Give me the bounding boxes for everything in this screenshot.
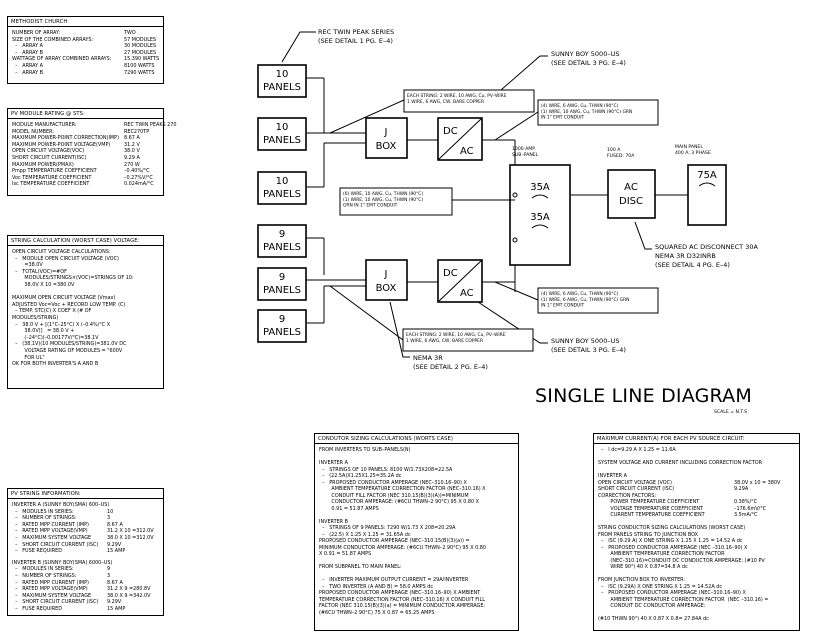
max-current-line: STRING CONDUCTOR SIZING CALCULATIONS (WORST CASE): [598, 525, 746, 531]
panel-label: PANELS: [263, 242, 301, 253]
pv-string-info-body: [8, 499, 163, 616]
conductor-line: AMBIENT TEMPERATURE CORRECTION FACTOR (NEC–310.16) X: [319, 486, 486, 492]
inverter-b-row: [12, 580, 159, 587]
conductor-line: TEMPERATURE CORRECTION FACTOR (NEC–310.16) X CONDUIT FILL: [319, 596, 485, 603]
inverter-b-value: 3: [107, 572, 111, 579]
module-rating-value: –0.27%V/°C: [124, 174, 153, 181]
string-calc-line: MODULES/STRINGS×(VOC)=STRINGS OF 10:: [12, 275, 134, 282]
wire-note-bottom: (1) WIRE, 6 AWG, Cu, THWN (90°C) GRN: [541, 297, 630, 303]
main-breaker-label: 75A: [697, 170, 717, 181]
module-rating-value: REC270TP: [124, 128, 150, 135]
conductor-line: INVERTER A: [319, 460, 348, 466]
string-calc-line: VOLTAGE RATING OF MODULES = "600V: [12, 347, 123, 354]
panel-label: PANELS: [263, 327, 301, 338]
panel-label: PANELS: [263, 189, 301, 200]
sunny-boy-bottom-callout: SUNNY BOY 5000–US: [551, 337, 620, 345]
max-current-value: 38.0V x 10 = 380V: [734, 479, 781, 486]
max-current-line: (#10 THWN 90°) 40 X 0.87 X 0.8= 27.84A dc: [598, 616, 709, 622]
fused-label: FUSED: 70A: [607, 154, 635, 159]
conductor-line: – (22.5) X 1.25 X 1.25 = 31.65A dc: [319, 531, 411, 538]
max-current-line: – PROPOSED CONDUCTOR AMPERAGE (NEC –310.16–90) X: [598, 544, 748, 551]
string-calc-line: – TEMP. STC(C) X COEF X (# OF: [12, 308, 92, 315]
inverter-b-value: 9: [107, 566, 111, 573]
max-current-header: MAXIMUM CURRENT(A) FOR EACH PV SOURCE CIRCUIT:: [594, 434, 799, 444]
conductor-line: FROM SUBPANEL TO MAIN PANEL:: [319, 564, 402, 570]
panel-count: 9: [278, 272, 286, 283]
diagram-draw-layer: [258, 28, 758, 371]
max-current-line: – PROPOSED CONDUCTOR AMPERAGE (NEC–310.16–90) X: [598, 590, 746, 596]
church-info-value: 57 MODULES: [124, 36, 157, 43]
max-current-line: FROM JUNCTION BOX TO INVERTER:: [598, 577, 686, 583]
string-calc-line: (–24°C)(–0.00177V/°C)=38.1V: [12, 334, 99, 341]
church-info-value: 7290 WATTS: [124, 69, 155, 76]
wire-note-mid: GRN IN 1" EMT CONDUIT: [343, 203, 398, 209]
church-info-value: 8100 WATTS: [124, 62, 155, 69]
inverter-b-value: 38.0 X 9 =342.0V: [107, 592, 151, 599]
inverter-a-row: [12, 535, 159, 542]
inverter-a-row: [12, 548, 159, 555]
inverter-a-row: [12, 522, 159, 529]
inverter-b-value: 31.2 X 9 =280.8V: [107, 586, 151, 593]
module-rating-value: 38.0 V: [124, 148, 140, 155]
inverter-b-label: – RATED MPP VOLTAGE(VMP): [12, 586, 88, 593]
inverter-b-rows: [12, 566, 159, 612]
module-rating-label: MAXIMUM POWER(PMAX): [12, 161, 74, 168]
conductor-line: – PROPOSED CONDUCTOR AMPERAGE (NEC–310.16–90) X: [319, 479, 467, 486]
max-current-line: AMBIENT TEMPERATURE CORRECTION FACTOR (NEC –310.16) =: [598, 596, 769, 603]
inverter-a-row: [12, 528, 159, 535]
max-current-line: SHORT CIRCUIT CURRENT (ISC): [598, 486, 675, 492]
module-rating-header: PV MODULE RATING @ STS:: [8, 109, 163, 119]
conductor-line: – INVERTER MAXIMUM OUTPUT CURRENT = 29A/INVERTER: [319, 577, 469, 583]
pv-string-info-header: PV STRING INFORMATION:: [8, 489, 163, 499]
inverter-a-value: 15 AMP: [107, 548, 126, 555]
church-info-label: – ARRAY A: [12, 43, 44, 50]
junction-box-label: BOX: [375, 141, 397, 152]
rec-series-callout: REC TWIN PEAK SERIES: [318, 28, 395, 36]
callout-leader: [635, 222, 652, 249]
string-calc-line: =38.0V: [12, 262, 43, 269]
panel-count: 9: [278, 229, 286, 240]
inverter-b-label: – MAXIMUM SYSTEM VOLTAGE: [12, 592, 92, 599]
inverter-b-label: – FUSE REQUIRED: [12, 605, 62, 612]
max-current-line: WIRE 90°) 40 X 0.87=34.8 A dc: [598, 564, 688, 570]
main-panel-label: 400 A, 3 PHASE: [675, 151, 711, 156]
church-info-value: 15,390 WATTS: [124, 56, 160, 63]
inverter-a-label: – RATED MPP CURRENT (IMP): [12, 521, 89, 528]
junction-dot: [513, 238, 517, 242]
inverter-b-row: [12, 573, 159, 580]
module-rating-label: Pmpp TEMPERATURE COEFFICIENT: [12, 168, 97, 175]
inverter-b-title: INVERTER B (SUNNY BOY(SMA) 6000–US): [12, 559, 113, 566]
conductor-line: (#6CU THWN–2 90°C) 75 X 0.87 = 65.25 AMPS: [319, 609, 435, 616]
string-calc-header: STRING CALCULATION (WORST CASE) VOLTAGE:: [8, 236, 163, 246]
string-calc-line: MAXIMUM OPEN CIRCUIT VOLTAGE (Vmax): [12, 295, 116, 302]
max-current-line: CONDUIT DC CONDUCTOR AMPERAGE:: [598, 603, 706, 609]
panel-label: PANELS: [263, 135, 301, 146]
string-calc-line: MODULES/STRING): [12, 314, 59, 321]
max-current-line: – ISC (9.29A) X ONE STRING X 1.25 = 14.52A dc: [598, 583, 723, 590]
inverter-a-value: 3: [107, 515, 111, 522]
conductor-line: INVERTER B: [319, 518, 348, 525]
inverter-b-value: 9.29V: [107, 599, 122, 606]
max-current-line: FROM PANELS STRING TO JUNCTION BOX: [598, 531, 699, 538]
string-calc-line: 38.0V)] = 38.0 V +: [12, 328, 75, 335]
main-panel-label: MAIN PANEL: [675, 145, 703, 150]
module-rating-label: MODULE MANUFACTURER:: [12, 122, 77, 128]
max-current-line: (NEC–310.16)=CONDUIT DC CONDUCTOR AMPERAGE: (#10 PV: [598, 557, 765, 564]
church-info-value: 27 MODULES: [124, 49, 157, 56]
inverter-dc-label: DC: [443, 268, 458, 279]
church-info-label: – ARRAY A: [12, 62, 44, 69]
conductor-line: – STRINGS OF 9 PANELS: 7290 W/1.73 X 208=20.29A: [319, 525, 456, 531]
panel-count: 10: [275, 122, 289, 133]
inverter-a-label: – MAXIMUM SYSTEM VOLTAGE: [12, 534, 92, 541]
max-current-lines: [594, 444, 799, 626]
squared-disconnect-callout: NEMA 3R D32INRB: [655, 252, 716, 260]
conductor-line: CONDUIT FILL FACTOR (NEC 310.15(B)(3)(A))=MINIMUM: [319, 492, 469, 499]
conductor-line: – TWO INVERTER (A AND B) = 58.0 AMPS dc: [319, 583, 434, 590]
inverter-a-row: [12, 509, 159, 516]
conductor-line: – STRINGS OF 10 PANELS: 8100 W/1.73X208=22.5A: [319, 466, 453, 473]
max-current-line: OPEN CIRCUIT VOLTAGE (VOC): [598, 479, 672, 486]
max-current-line: AMBIENT TEMPERATURE CORRECTION FACTOR: [598, 551, 725, 557]
pv-string-info-box: [7, 488, 164, 616]
church-info-value: TWO: [124, 30, 136, 36]
module-rating-label: MAXIMUM POWER-POINT CORRECTION(IMP): [12, 135, 119, 142]
inverter-a-label: – NUMBER OF STRINGS:: [12, 515, 77, 522]
inverter-b-row: [12, 566, 159, 573]
wire-note-top: (4) WIRE, 6 AWG, Cu, THWN (90°C): [541, 104, 619, 109]
inverter-a-rows: [12, 509, 159, 555]
church-info-header: METHODIST CHURCH: [8, 17, 163, 27]
conductor-line: PROPOSED CONDUCTOR AMPERAGE (NEC–310.16–90) X AMBIENT: [319, 590, 481, 596]
wire-note-mid: (6) WIRE, 10 AWG, Cu, THWN (90°C): [343, 192, 424, 197]
church-info-label: WATTAGE OF ARRAY COMBINED ARRAYS:: [12, 56, 112, 63]
string-calc-line: – TOTAL(VOC)=#OF: [12, 268, 67, 275]
module-rating-value: 270 W: [124, 161, 140, 168]
ac-disconnect-label: DISC: [619, 196, 643, 207]
conductor-sizing-box: [314, 433, 519, 631]
church-info-label: – ARRAY B: [12, 69, 44, 76]
wire-note-top: IN 1" EMT CONDUIT: [541, 115, 585, 121]
inverter-b-row: [12, 599, 159, 606]
inverter-b-value: 8.67 A: [107, 579, 123, 586]
inverter-a-label: – MODULES IN SERIES:: [12, 508, 74, 515]
panel-count: 10: [275, 69, 289, 80]
max-current-box: [593, 433, 800, 631]
inverter-a-value: 9.29V: [107, 541, 122, 548]
panel-count: 10: [275, 176, 289, 187]
inverter-ac-label: AC: [460, 288, 474, 299]
inverter-b-row: [12, 586, 159, 593]
module-rating-label: Voc TEMPERATURE COEFFICIENT: [12, 174, 92, 181]
max-current-value: 0.38%/°C: [734, 499, 758, 505]
nema-callout: NEMA 3R: [413, 354, 443, 362]
module-rating-label: SHORT CIRCUIT CURRENT(ISC): [12, 154, 87, 161]
church-info-label: NUMBER OF ARRAY:: [12, 30, 60, 36]
max-current-line: SYSTEM VOLTAGE AND CURRENT INCLUDING CORRECTION FACTOR: [598, 460, 763, 466]
inverter-b-row: [12, 606, 159, 613]
panel-label: PANELS: [263, 82, 301, 93]
string-calc-line: OPEN CIRCUIT VOLTAGE CALCULATIONS:: [12, 249, 111, 255]
conductor-line: FROM INVERTERS TO SUB–PANELS(N): [319, 447, 411, 453]
string-calc-line: – MODULE OPEN CIRCUIT VOLTAGE (VOC): [12, 255, 119, 262]
string-calc-line: – 38.0 V + [(1°C–25°C) X (–0.4%/°C X: [12, 321, 111, 328]
module-rating-value: –0.40%/°C: [124, 168, 150, 175]
conductor-line: MINIMUM CONDUCTOR AMPERAGE: (#6CU THWN–2 90°C) 95 X 0.80: [319, 544, 487, 551]
callout-leader: [282, 32, 316, 62]
module-rating-value: 31.2 V: [124, 141, 140, 148]
subpanel-breaker: 35A: [530, 212, 550, 223]
church-info-label: – ARRAY B: [12, 49, 44, 56]
church-info-label: SIZE OF THE COMBINED ARRAYS:: [12, 36, 94, 43]
max-current-value: 3.5mA/°C: [734, 512, 758, 518]
conductor-line: FACTOR (NEC 310.15(B)(3)(a) = MINIMUM CONDUCTOR AMPERAGE:: [319, 603, 486, 609]
junction-box-label: J: [384, 269, 388, 280]
module-rating-value: REC TWIN PEAKS 270: [124, 122, 177, 128]
inverter-b-label: – NUMBER OF STRINGS:: [12, 572, 77, 579]
wire-note-bottom: IN 1" EMT CONDUIT: [541, 303, 585, 309]
max-current-line: VOLTAGE TEMPERATURE COEFFICIENT: [598, 505, 704, 512]
string-calc-line: ADJUSTED Voc=Voc + RECORD LOW TEMP. (C): [12, 301, 126, 308]
conductor-line: – (22.5A)X1.25X1.25=35.2A dc: [319, 473, 402, 479]
module-rating-label: MAXIMUM POWER-POINT VOLTAGE(VMP): [12, 141, 111, 148]
subpanel-label: 1000 AMP: [512, 147, 536, 152]
subpanel-breaker: 35A: [530, 182, 550, 193]
inverter-b-label: – SHORT CIRCUIT CURRENT (ISC): [12, 599, 99, 606]
inverter-b-value: 15 AMP: [107, 605, 126, 612]
inverter-a-label: – RATED MPP VOLTAGE(VMP): [12, 528, 88, 535]
string-note-top: EACH STRING: 2 WIRE, 10 AWG, Cu, PV–WIRE: [407, 94, 507, 99]
conductor-line: X 0.91 = 51.87 AMPS: [319, 551, 372, 557]
inverter-ac-label: AC: [460, 146, 474, 157]
module-rating-value: 8.67 A: [124, 135, 140, 142]
max-current-line: – I dc=9.29 A X 1.25 = 11.6A: [598, 447, 676, 453]
module-rating-label: MODEL NUMBER:: [12, 128, 55, 135]
module-rating-value: 0.024mA/°C: [124, 181, 154, 188]
max-current-line: – ISC (9.29 A) X ONE STRING X 1.25 X 1.25 = 14.52 A dc: [598, 538, 743, 544]
panel-label: PANELS: [263, 285, 301, 296]
sunny-boy-bottom-callout: (SEE DETAIL 3 PG. E–4): [551, 346, 626, 354]
inverter-a-label: – SHORT CIRCUIT CURRENT (ISC): [12, 541, 99, 548]
string-calc-line: FOR UL": [12, 354, 45, 361]
subpanel-label: SUB–PANEL: [512, 153, 539, 158]
inverter-a-row: [12, 542, 159, 549]
inverter-a-value: 31.2 X 10 =312.0V: [107, 528, 154, 535]
church-info-value: 30 MODULES: [124, 43, 157, 50]
diagram-title: SINGLE LINE DIAGRAM: [535, 385, 752, 407]
inverter-a-value: 8.67 A: [107, 521, 123, 528]
junction-box: [366, 260, 407, 300]
string-note-top: 1 WIRE, 6 AWG, CW, BARE COPPER: [407, 99, 485, 105]
string-calc-line: – (38.1V)(10 MODULES/STRING)=381.0V DC: [12, 341, 127, 348]
string-calc-line: OK FOR BOTH INVERTER'S A AND B: [12, 361, 99, 368]
squared-disconnect-callout: SQUARED AC DISCONNECT 30A: [655, 243, 758, 251]
ac-disconnect-box: [608, 170, 655, 218]
wire-note-bottom: (4) WIRE, 6 AWG, Cu, THWN (90°C): [541, 292, 619, 297]
max-current-line: INVERTER A: [598, 473, 627, 479]
fused-label: 100 A: [607, 148, 621, 153]
wire-note-mid: (1) WIRE, 10 AWG, Cu, THWN (90°C): [343, 197, 424, 203]
junction-box-label: BOX: [375, 283, 397, 294]
sunny-boy-top-callout: SUNNY BOY 5000–US: [551, 50, 620, 58]
conductor-line: PROPOSED CONDUCTOR AMPERAGE (NEC–310.15(B)(3)(a)) =: [319, 538, 470, 544]
conductor-line: CONDUCTOR AMPERAGE: (#6CU THWN–2 90°C) 95 X 0.80 X: [319, 499, 480, 505]
wire-note-top-leader: [495, 112, 538, 140]
max-current-line: CORRECTION FACTORS:: [598, 492, 657, 499]
squared-disconnect-callout: (SEE DETAIL 4 PG. E–4): [655, 261, 730, 269]
wire-note-bottom-leader: [495, 282, 538, 300]
inverter-b-row: [12, 593, 159, 600]
scale-note: SCALE = N.T.S: [714, 410, 748, 415]
conductor-sizing-lines: [315, 444, 518, 619]
inverter-b-label: – RATED MPP CURRENT (IMP): [12, 579, 89, 586]
inverter-a-title: INVERTER A (SUNNY BOY(SMA) 600–US): [12, 502, 110, 508]
max-current-value: 9.29A: [734, 486, 749, 492]
ac-disconnect-label: AC: [624, 182, 638, 193]
panel-count: 9: [278, 314, 286, 325]
sunny-boy-top-callout: (SEE DETAIL 3 PG. E–4): [551, 59, 626, 67]
conductor-sizing-header: CONDUTOR SIZING CALCULATIONS (WORTS CASE): [315, 434, 518, 444]
junction-box-label: J: [384, 127, 388, 138]
module-rating-label: Isc TEMPERATURE COEFFICIENT: [12, 181, 90, 188]
max-current-line: CURRENT TEMPERATURE COEFFICIENT: [598, 512, 705, 518]
inverter-dc-label: DC: [443, 126, 458, 137]
string-note-bottom: EACH STRING: 2 WIRE, 10 AWG, Cu, PV–WIRE: [406, 333, 506, 338]
inverter-a-value: 38.0 X 10 =312.0V: [107, 534, 154, 541]
string-note-bottom: 1 WIRE, 6 AWG, CW, BARE COPPER: [406, 338, 484, 344]
conductor-line: 0.91 = 51.87 AMPS: [319, 505, 379, 512]
module-rating-label: OPEN CIRCUIT VOLTAGE(VOC): [12, 148, 85, 155]
inverter-b-label: – MODULES IN SERIES:: [12, 566, 74, 573]
string-calc-line: 38.0V X 10 =380.0V: [12, 281, 75, 288]
rec-series-callout: (SEE DETAIL 1 PG. E–4): [318, 37, 393, 45]
module-rating-value: 9.29 A: [124, 154, 140, 161]
inverter-a-label: – FUSE REQUIRED: [12, 548, 62, 555]
nema-callout: (SEE DETAIL 2 PG. E–4): [413, 363, 488, 371]
junction-box: [366, 118, 407, 158]
wire-note-top: (1) WIRE, 10 AWG, Cu, THWN (90°C) GRN: [541, 109, 633, 115]
inverter-a-row: [12, 515, 159, 522]
max-current-value: –176.6mV/°C: [734, 505, 767, 512]
junction-dot: [513, 193, 517, 197]
max-current-line: POWER TEMPERATURE COEFFICIENT: [598, 499, 700, 505]
inverter-a-value: 10: [107, 508, 114, 515]
